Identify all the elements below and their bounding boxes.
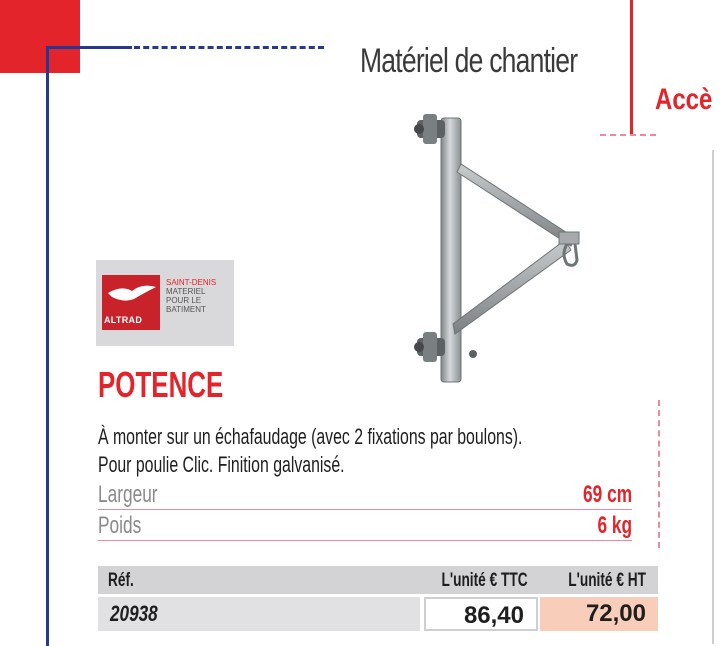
- product-image-potence: [395, 110, 595, 390]
- frame-top-dashed-line: [134, 46, 324, 49]
- header-ref: Réf.: [108, 570, 134, 591]
- card-dashed-right: [658, 400, 660, 548]
- cell-price-ht: [540, 597, 658, 631]
- spec-label: Poids: [98, 512, 142, 539]
- header-price-ttc: L'unité € TTC: [441, 570, 528, 591]
- cell-price-ttc: [424, 597, 538, 631]
- product-title: POTENCE: [98, 364, 224, 405]
- spec-label: Largeur: [98, 481, 158, 508]
- logo-text-block: [166, 278, 232, 314]
- logo-line: POUR LE: [166, 296, 202, 305]
- logo-line: SAINT-DENIS: [166, 278, 217, 287]
- price-ht-value: 72,00: [585, 600, 646, 627]
- altrad-bird-logo: [102, 275, 160, 315]
- next-panel-edge: [712, 150, 721, 644]
- red-corner-block: [0, 0, 80, 73]
- table-row: [98, 597, 658, 631]
- price-table-header: [98, 566, 658, 594]
- spec-row-weight: [98, 512, 632, 541]
- frame-top-line: [46, 46, 132, 49]
- next-section-title: Accè: [655, 83, 713, 116]
- logo-brand-name: ALTRAD: [104, 315, 143, 325]
- product-description-line: Pour poulie Clic. Finition galvanisé.: [98, 452, 345, 477]
- spec-value: 6 kg: [597, 512, 632, 539]
- section-divider-line: [630, 0, 633, 135]
- logo-line: MATERIEL: [166, 287, 206, 296]
- product-description-line: À monter sur un échafaudage (avec 2 fixations par boulons).: [98, 424, 523, 449]
- logo-line: BATIMENT: [166, 305, 206, 314]
- spec-row-width: [98, 481, 632, 510]
- card-dashed-top: [600, 134, 656, 136]
- spec-value: 69 cm: [582, 481, 632, 508]
- ref-value: 20938: [110, 601, 158, 626]
- section-title: Matériel de chantier: [360, 42, 578, 80]
- cell-ref: [98, 597, 420, 631]
- frame-left-line: [46, 46, 49, 646]
- header-price-ht: L'unité € HT: [568, 570, 646, 591]
- price-ttc-value: 86,40: [463, 602, 524, 629]
